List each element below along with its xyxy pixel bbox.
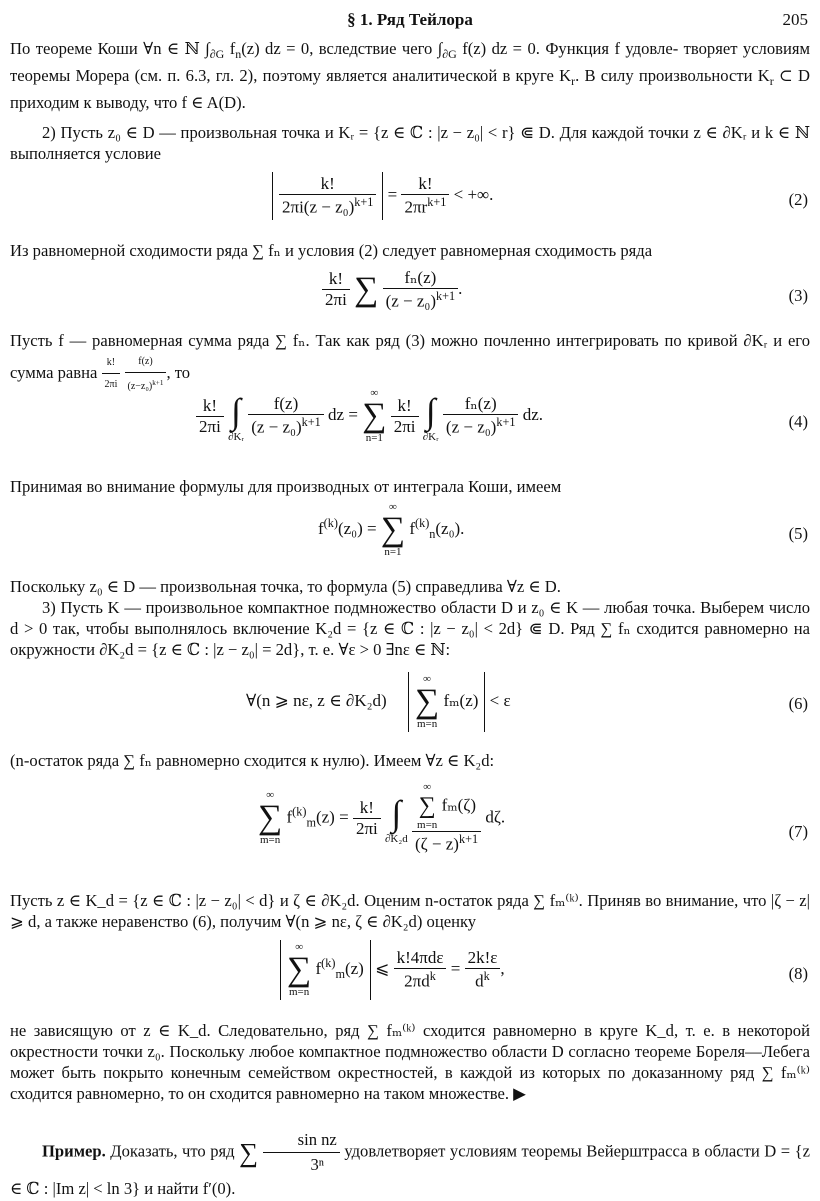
sum-sign: ∑ (362, 397, 387, 434)
sum-sign: ∑ (354, 270, 379, 308)
equation-number: (2) (788, 190, 808, 209)
example-label: Пример. (42, 1141, 106, 1161)
paragraph-sum: Пусть f — равномерная сумма ряда ∑ fₙ. Так как ряд (3) можно почленно интегрировать по кривой ∂Kᵣ и его сумма равна $\frac{k!}{2\pi i}$ $\frac{f(z)}{(z-z_0)^{k+1}}$ , то (10, 331, 810, 392)
sum-sign: ∑ (380, 511, 406, 548)
paragraph-final: не зависящую от z ∈ K_d. Следовательно, ряд ∑ fₘ⁽ᵏ⁾ сходится равномерно в круге K_d, т. е. в некоторой окрестности точки z₀. Поскольку любое компактное подмножество области D согласно теореме Бореля—Лебега может быть покрыто конечным семейством окрестностей, в каждой из которых по доказанному ряд ∑ fₘ⁽ᵏ⁾ сходится равномерно, то он сходится равномерно на таком множестве. ▶ (10, 1021, 810, 1103)
sum-sign: ∑ (418, 793, 436, 819)
equation-number: (6) (788, 694, 808, 713)
page-number: 205 (782, 10, 808, 29)
equation-number: (8) (788, 964, 808, 983)
equation-number: (5) (788, 524, 808, 543)
equation-2-body: $\frac{k!}{2\pi i(z - z_0)^{k+1}}$ = $\frac{k!}{2\pi r^{k+1}}$ < +∞. (272, 172, 493, 220)
paragraph-uniform: Из равномерной сходимости ряда ∑ fₙ и условия (2) следует равномерная сходимость ряда (10, 241, 653, 260)
equation-6: ∀(n ⩾ nε, z ∈ ∂K₂d) ∞ ∑ m=n fₘ(z) < ε (6) (246, 673, 808, 730)
abs-value: $\frac{k!}{2\pi i(z - z_0)^{k+1}}$ (272, 172, 383, 220)
paragraph-cauchy: Принимая во внимание формулы для производных от интеграла Коши, имеем (10, 477, 562, 496)
sum-sign: ∑ (414, 683, 440, 720)
equation-4: $\frac{k!}{2\pi i}$ ∫ ∂Kᵣ $\frac{f(z)}{(z - z_0)^{k+1}}$ dz = ∞ ∑ n=1 $\frac{k!}{2\pi i}$ ∫ ∂Kᵣ $\frac{\text{fₙ(z)}}{(z - z_0)^{k+1}}$ dz. (4) (0, 388, 820, 468)
equation-number: (4) (788, 412, 808, 431)
sum-sign: ∑ (258, 799, 283, 837)
equation-7: ∞ ∑ m=n $f^{(k)}_m(z)$ = $\frac{k!}{2\pi i}$ ∫ ∂K₂d ∞ ∑ m=n fₘ(ζ) $(\zeta - z)^{k+1}$ dζ. (7) (258, 781, 808, 854)
paragraph-morera: По теореме Коши ∀n ∈ ℕ $\int_{\partial G}$ $f_n(z)$ dz = 0, вследствие чего $\int_{\partial G}$ f(z) dz = 0. Функция f удовле- творяет условиям теоремы Морера (см. п. 6.3, гл. 2), поэтому является аналитической в круге $K_r$. В силу произвольности $K_r$ ⊂ D приходим к выводу, что f ∈ A(D). (10, 39, 811, 113)
section-title: § 1. Ряд Тейлора (347, 10, 473, 29)
equation-5: $f^{(k)}(z_0)$ = ∞ ∑ n=1 $f^{(k)}_n(z_0)$. (5) (318, 501, 808, 558)
paragraph-remainder: (n-остаток ряда ∑ fₙ равномерно сходится к нулю). Имеем ∀z ∈ K₂d: (10, 751, 495, 770)
paragraph-conclusion-5: Поскольку z₀ ∈ D — произвольная точка, то формула (5) справедлива ∀z ∈ D. (10, 577, 561, 596)
paragraph-step-3: 3) Пусть K — произвольное компактное подмножество области D и z₀ ∈ K — любая точка. Выберем число d > 0 так, чтобы выполнялось включение K₂d = {z ∈ ℂ : |z − z₀| < 2d} ⋐ D. Ряд ∑ fₙ сходится равномерно на окружности ∂K₂d = {z ∈ ℂ : |z − z₀| = 2d}, т. е. ∀ε > 0 ∃nε ∈ ℕ: (10, 598, 810, 659)
sum-sign: ∑ (239, 1137, 259, 1168)
paragraph-step-2: 2) Пусть z₀ ∈ D — произвольная точка и Kᵣ = {z ∈ ℂ : |z − z₀| < r} ⋐ D. Для каждой точки z ∈ ∂Kᵣ и k ∈ ℕ выполняется условие (10, 123, 810, 163)
paragraph-estimate: Пусть z ∈ K_d = {z ∈ ℂ : |z − z₀| < d} и ζ ∈ ∂K₂d. Оценим n-остаток ряда ∑ fₘ⁽ᵏ⁾. Приняв во внимание, что |ζ − z| ⩾ d, а также неравенство (6), получим ∀(n ⩾ nε, ζ ∈ ∂K₂d) оценку (10, 891, 810, 931)
example-block: Пример. Доказать, что ряд ∑ $\frac{\text{sin nz}}{\text{3ⁿ}}$ удовлетворяет условиям теоремы Вейерштрасса в области D = {z ∈ ℂ : |Im z| < ln 3} и найти f′(0). (10, 1130, 811, 1198)
integral-sign: ∫ (231, 390, 241, 431)
equation-3: $\frac{k!}{2\pi i}$ ∑ $\frac{\text{fₙ(z)}}{(z - z_0)^{k+1}}$ . (3) (0, 268, 820, 324)
equation-2 (0, 172, 820, 232)
integral-sign: ∫ (425, 390, 436, 431)
running-header (0, 8, 820, 32)
equation-8: ∞ ∑ m=n $f^{(k)}_m(z)$ ⩽ $\frac{\text{k!4πdε}}{2\pi d^k}$ = $\frac{2k!\varepsilon}{d^k}$ , (8) (0, 940, 820, 1018)
equation-number: (7) (788, 822, 808, 841)
integral-sign: ∫ (391, 792, 402, 833)
sum-sign: ∑ (287, 951, 312, 988)
equation-number: (3) (788, 286, 808, 305)
